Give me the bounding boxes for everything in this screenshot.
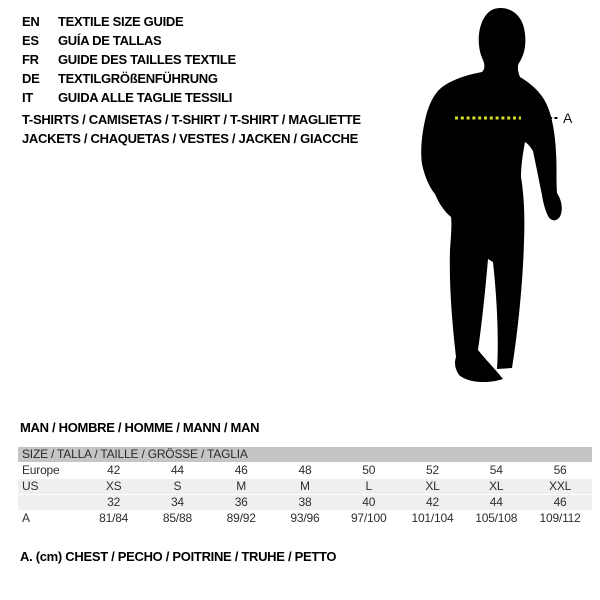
size-table-cell: M — [209, 479, 273, 495]
category-lines — [22, 110, 361, 148]
language-code: EN — [22, 14, 40, 29]
size-table-cell: XL — [464, 479, 528, 495]
size-table-cell: 48 — [273, 463, 337, 479]
size-table-cell: 46 — [209, 463, 273, 479]
language-row — [22, 31, 236, 50]
language-code: IT — [22, 90, 33, 105]
size-table-row-label: A — [18, 511, 82, 527]
size-table-cell: 32 — [82, 495, 146, 511]
size-table-row-label: Europe — [18, 463, 82, 479]
size-table-cell: XXL — [528, 479, 592, 495]
size-table-cell: L — [337, 479, 401, 495]
language-row — [22, 50, 236, 69]
size-table-cell: 44 — [146, 463, 210, 479]
size-table-header-row — [18, 447, 592, 463]
man-silhouette — [421, 8, 562, 382]
size-table-cell: XL — [401, 479, 465, 495]
language-code: ES — [22, 33, 39, 48]
size-table-cell: 93/96 — [273, 511, 337, 527]
size-table-cell: 52 — [401, 463, 465, 479]
size-table-cell: 97/100 — [337, 511, 401, 527]
man-silhouette-figure — [408, 0, 598, 410]
measurement-footnote: A. (cm) CHEST / PECHO / POITRINE / TRUHE / PETTO — [20, 549, 337, 564]
size-table-cell: 46 — [528, 495, 592, 511]
size-table-cell: 44 — [464, 495, 528, 511]
size-table-cell: 50 — [337, 463, 401, 479]
size-table-row-label — [18, 495, 82, 511]
size-table-cell: 34 — [146, 495, 210, 511]
size-table-cell: 105/108 — [464, 511, 528, 527]
size-table-cell: M — [273, 479, 337, 495]
size-table-cell: XS — [82, 479, 146, 495]
section-title-man: MAN / HOMBRE / HOMME / MANN / MAN — [20, 420, 260, 435]
size-table-cell: 36 — [209, 495, 273, 511]
size-table-row-label: US — [18, 479, 82, 495]
size-table-cell: 81/84 — [82, 511, 146, 527]
size-table-cell: 85/88 — [146, 511, 210, 527]
size-table-cell: 56 — [528, 463, 592, 479]
size-table-cell: 54 — [464, 463, 528, 479]
language-code: DE — [22, 71, 40, 86]
language-guide-list — [22, 12, 236, 107]
language-code: FR — [22, 52, 39, 67]
category-line: T-SHIRTS / CAMISETAS / T-SHIRT / T-SHIRT / MAGLIETTE — [22, 112, 361, 127]
language-label: GUÍA DE TALLAS — [58, 33, 162, 48]
size-table-cell: 40 — [337, 495, 401, 511]
size-table-row — [18, 479, 592, 495]
language-row — [22, 88, 236, 107]
size-table-row — [18, 463, 592, 479]
size-table-cell: 89/92 — [209, 511, 273, 527]
size-table-cell: 101/104 — [401, 511, 465, 527]
language-label: GUIDE DES TAILLES TEXTILE — [58, 52, 236, 67]
language-row — [22, 69, 236, 88]
size-table-cell: S — [146, 479, 210, 495]
size-table-cell: 109/112 — [528, 511, 592, 527]
chest-measure-label: A — [563, 110, 573, 126]
size-table-header: SIZE / TALLA / TAILLE / GRÖSSE / TAGLIA — [18, 447, 592, 463]
size-table-cell: 42 — [82, 463, 146, 479]
language-label: TEXTILGRÖßENFÜHRUNG — [58, 71, 218, 86]
size-table-cell: 38 — [273, 495, 337, 511]
language-row — [22, 12, 236, 31]
size-table-row — [18, 511, 592, 527]
size-table — [18, 447, 592, 527]
language-label: TEXTILE SIZE GUIDE — [58, 14, 184, 29]
category-line: JACKETS / CHAQUETAS / VESTES / JACKEN / GIACCHE — [22, 131, 358, 146]
language-label: GUIDA ALLE TAGLIE TESSILI — [58, 90, 233, 105]
size-table-row — [18, 495, 592, 511]
size-table-cell: 42 — [401, 495, 465, 511]
